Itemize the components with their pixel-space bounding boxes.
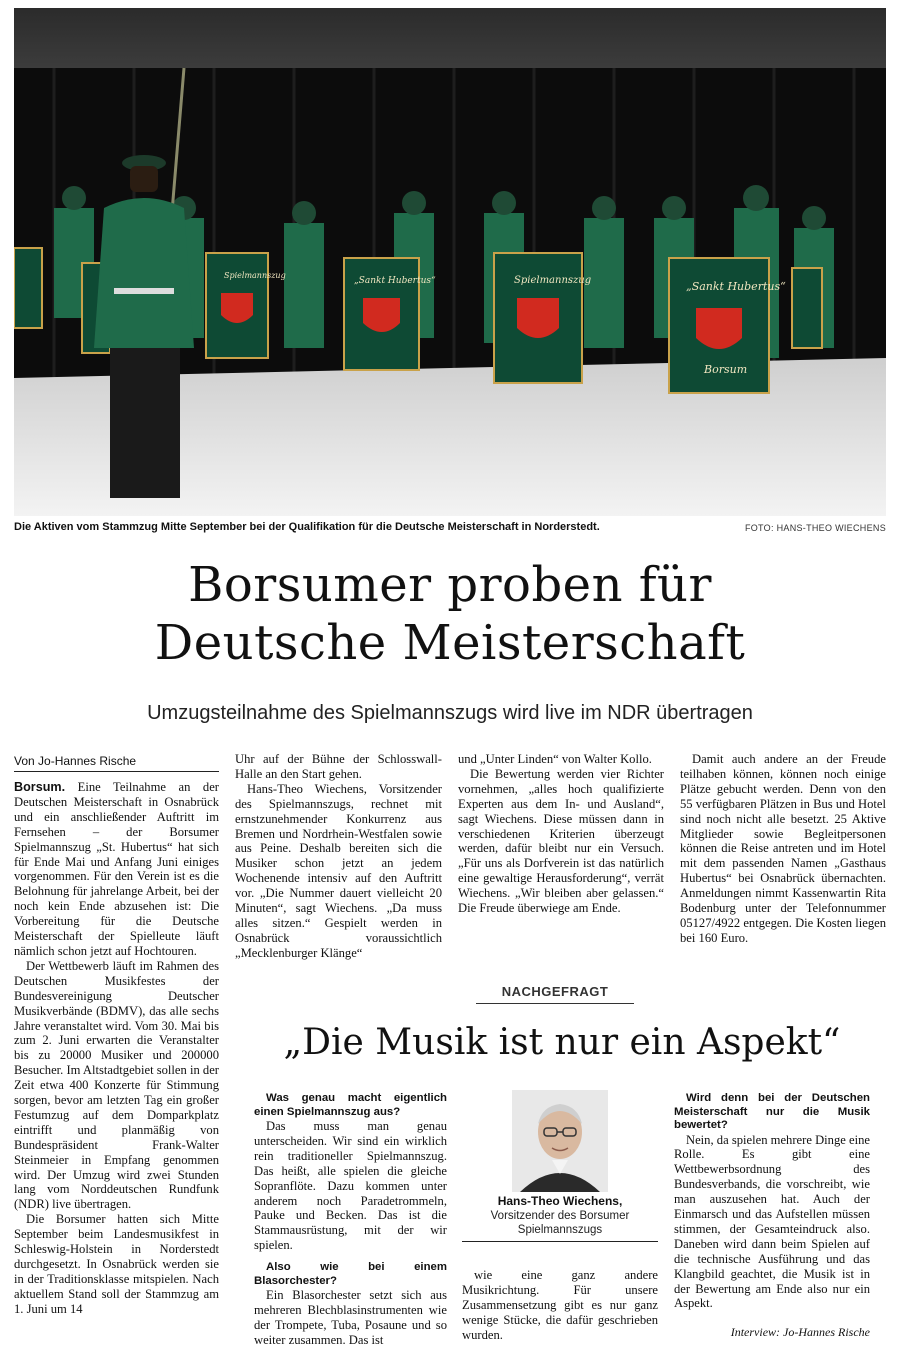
paragraph: Uhr auf der Bühne der Schlosswall-Halle an den Start gehen. <box>235 752 442 781</box>
banner-text-2: „Sankt Hubertus“ <box>354 276 436 286</box>
interview-question: Wird denn bei der Deutschen Meisterschaft nur die Musik bewertet? <box>674 1092 870 1131</box>
paragraph: Die Bewertung werden vier Richter vornehmen, „alles hoch qualifizierte Experten aus dem In- und Ausland“, sagt Wiechens. Diese müssen dann in verschiedenen Kriterien überzeugt werden, dafür bleibt nur ein Versuch. „Für uns als Dorfverein ist das natürlich eine gewaltige Herausforderung“, verrät Wiechens. „Wir bleiben aber gelassen.“ Die Freude überwiege am Ende. <box>458 766 664 916</box>
article-column-2 <box>235 752 442 961</box>
interview-answer: Das muss man genau unterscheiden. Wir sind ein wirklich rein traditioneller Spielmannszug. Das heißt, alle spielen die gleiche Sopranflöte. Dazu kommen unter anderem noch Paradetrommeln, Pauke und Becken. Das ist die Stammausrüstung, mit der wir spielen. <box>254 1119 447 1253</box>
banner-text-1: Spielmannszug <box>224 271 286 280</box>
article-column-1 <box>14 780 219 1317</box>
interviewee-name: Hans-Theo Wiechens, <box>497 1194 623 1208</box>
interview-question: Also wie bei einem Blasorchester? <box>254 1261 447 1287</box>
paragraph: und „Unter Linden“ von Walter Kollo. <box>458 752 652 766</box>
interview-question: Was genau macht eigentlich einen Spielmannszug aus? <box>254 1092 447 1118</box>
byline: Von Jo-Hannes Rische <box>14 754 219 772</box>
banner-text-4: „Sankt Hubertus“ <box>686 280 786 293</box>
headline-line-2: Deutsche Meisterschaft <box>154 615 746 671</box>
paragraph: Hans-Theo Wiechens, Vorsitzender des Spielmannszugs, rechnet mit ernstzunehmender Konkurrenz aus Bremen und Nordrhein-Westfalen sowie aus Peine. Deshalb bereiten sich die Musiker schon jetzt an jedem Wochenende intensiv auf den Auftritt vor. „Die Nummer dauert vielleicht 20 Minuten“, sagt Wiechens. „Da muss alles sitzen.“ Gespielt werden in Osnabrück voraussichtlich „Mecklenburger Klänge“ <box>235 781 442 960</box>
paragraph: Damit auch andere an der Freude teilhaben können, können noch einige Plätze gebucht werden. Denn von den 55 verfügbaren Plätzen in Bus und Hotel sind noch nicht alle besetzt. 25 Aktive Mitglieder sowie Begleitpersonen können die Reise antreten und im Hotel mit dem passenden Namen „Gasthaus Hubertus“ bei Osnabrück übernachten. Anmeldungen nimmt Kassenwartin Rita Bodenburg unter der Telefonnummer 05127/4922 entgegen. Die Kosten liegen bei 160 Euro. <box>680 752 887 945</box>
interview-column-1 <box>254 1092 447 1348</box>
banner-text-3: Spielmannszug <box>514 275 592 286</box>
photo-caption: Die Aktiven vom Stammzug Mitte September bei der Qualifikation für die Deutsche Meisterschaft in Norderstedt. <box>14 521 600 533</box>
interview-credit: Interview: Jo-Hannes Rische <box>730 1325 870 1339</box>
person-portrait <box>512 1090 608 1192</box>
headline-line-1: Borsumer proben für <box>188 557 712 613</box>
article-column-4 <box>680 752 886 946</box>
interviewee-role: Vorsitzender des Borsumer Spielmannszugs <box>462 1209 658 1242</box>
section-kicker: NACHGEFRAGT <box>476 984 634 1004</box>
lead-text: Eine Teilnahme an der Deutschen Meisterschaft in Osnabrück und ein anschließender Auftritt im Fernsehen – der Borsumer Spielmannszug „St. Hubertus“ hat sich für Ende Mai und Anfang Juni einiges vorgenommen. Für den Verein ist es die Belohnung für jahrelange Arbeit, bei der noch kein Ende abzusehen ist: Die Vorbereitung für die Deutsche Meisterschaft der Spielleute läuft nämlich schon jetzt auf Hochtouren. <box>14 780 219 958</box>
interview-column-2 <box>462 1268 658 1343</box>
paragraph: Der Wettbewerb läuft im Rahmen des Deutschen Musikfestes der Bundesvereinigung Deutscher Musikverbände (BDMV), das alle sechs Jahre veranstaltet wird. Vom 30. Mai bis zum 2. Juni erwarten die Veranstalter bis zu 20000 Musiker und 200000 Besucher. Im Altstadtgebiet sollen in der Zeit etwa 400 Konzerte für Stimmung sorgen, bevor am letzten Tag ein großer Festumzug auf dem Domparkplatz eintrifft und planmäßig von Bundespräsident Frank-Walter Steinmeier in Empfang genommen wird. Der Umzug wird zwei Stunden lang vom Norddeutschen Rundfunk (NDR) live übertragen. <box>14 958 219 1212</box>
subheadline: Umzugsteilnahme des Spielmannszugs wird live im NDR übertragen <box>147 702 753 724</box>
dateline: Borsum. <box>14 780 66 794</box>
photo-credit: FOTO: HANS-THEO WIECHENS <box>744 523 886 533</box>
lead-paragraph <box>14 780 219 959</box>
article-column-3 <box>458 752 664 916</box>
portrait-photo <box>512 1090 608 1192</box>
interview-answer-continued: wie eine ganz andere Musikrichtung. Für unsere Zusammensetzung gibt es nur ganz wenige Stücke, die dafür geschrieben wurden. <box>462 1268 658 1342</box>
interview-answer: Ein Blasorchester setzt sich aus mehreren Blechblasinstrumenten wie der Trompete, Tuba, Posaune und so weiter zusammen. Das ist <box>254 1288 447 1347</box>
article-photo <box>14 8 886 516</box>
interview-answer: Nein, da spielen mehrere Dinge eine Rolle. Es gibt eine Wettbewerbsordnung des Bundesverbands, die vorschreibt, wie man auszusehen hat. Auch der Einmarsch und das Aufstellen müssen stimmen, der Gesamteindruck also. Daneben wird dann beim Spielen auf die technische Ausführung und das Klangbild geachtet, die Musik ist in der Bewertung am Ende also nur ein Aspekt. <box>674 1132 870 1311</box>
paragraph: Die Borsumer hatten sich Mitte September beim Landesmusikfest in Schleswig-Holstein in Norderstedt durchgesetzt. In Osnabrück werden sie in der Traditionsklasse mitspielen. Nach aktuellem Stand soll der Stammzug am 1. Juni um 14 <box>14 1212 219 1316</box>
headline <box>0 556 900 672</box>
interview-headline: „Die Musik ist nur ein Aspekt“ <box>283 1022 841 1063</box>
banner-text-5: Borsum <box>704 363 748 376</box>
band-photo-illustration <box>14 8 886 516</box>
interview-column-3 <box>674 1092 870 1311</box>
